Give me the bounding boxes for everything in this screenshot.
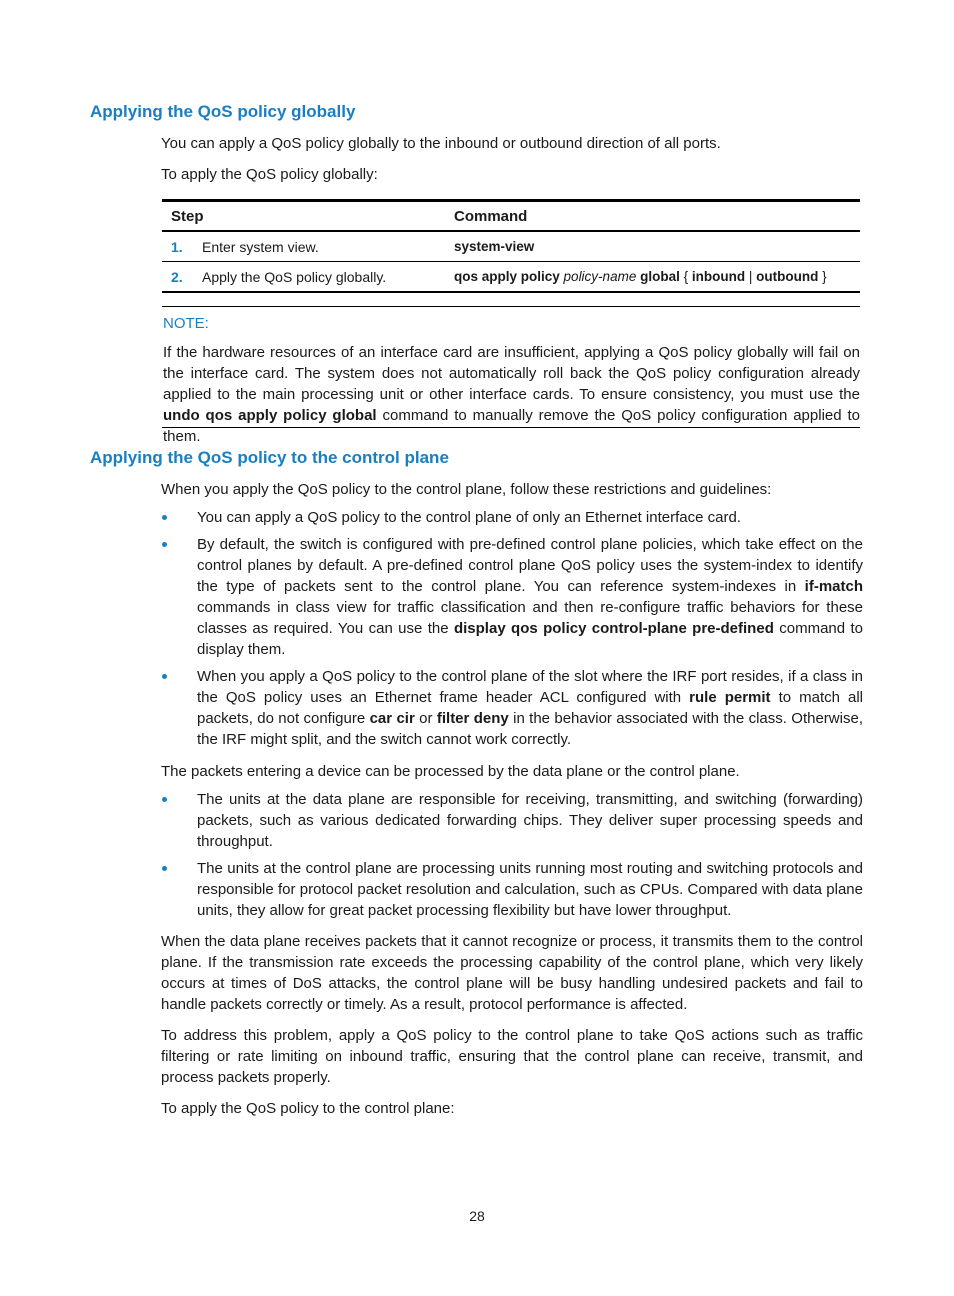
command-table — [162, 199, 860, 293]
step-text: Enter system view. — [202, 238, 319, 255]
paragraph-cp-intro: When you apply the QoS policy to the control plane, follow these restrictions and guidelines: — [161, 481, 772, 498]
note-text: If the hardware resources of an interface card are insufficient, applying a QoS policy globally will fail on the interface card. The system does not automatically roll back the QoS policy configuration already applied to the main processing unit or other interface cards. To ensure consistency, you must use the undo qos apply policy global command to manually remove the QoS policy configuration applied to them. — [163, 344, 860, 445]
step-text: Apply the QoS policy globally. — [202, 268, 387, 285]
paragraph-data-plane: When the data plane receives packets that it cannot recognize or process, it transmits them to the control plane. If the transmission rate exceeds the processing capability of the control plane, which very likely occurs at times of DoS attacks, the control plane will be busy handling undesired packets and fail to handle packets correctly or timely. As a result, protocol performance is affected. — [161, 933, 863, 1013]
cmd-keyword: global — [640, 269, 680, 284]
section-heading-global: Applying the QoS policy globally — [90, 102, 356, 121]
paragraph-global-intro: You can apply a QoS policy globally to the inbound or outbound direction of all ports. — [161, 135, 721, 152]
cmd-brace: } — [822, 269, 827, 284]
bullet-icon — [162, 797, 167, 802]
note-label: NOTE: — [163, 315, 209, 332]
page-number: 28 — [469, 1208, 485, 1224]
paragraph-planes: The packets entering a device can be processed by the data plane or the control plane. — [161, 763, 740, 780]
planes-list — [161, 789, 863, 927]
list-item: You can apply a QoS policy to the control plane of only an Ethernet interface card. — [161, 507, 863, 528]
step-cell — [162, 239, 454, 255]
list-item: The units at the control plane are processing units running most routing and switching protocols and responsible for protocol packet resolution and calculation, such as CPUs. Compared with data plane units, they allow for great packet processing flexibility but have lower throughput. — [161, 858, 863, 921]
list-item: By default, the switch is configured with pre-defined control plane policies, which take effect on the control planes by default. A pre-defined control plane QoS policy uses the system-index to identify the type of packets sent to the control plane. You can reference system-indexes in if-match commands in class view for traffic classification and then re-configure traffic behaviors for these classes as required. You can use the display qos policy control-plane pre-defined command to display them. — [161, 534, 863, 660]
guidelines-list — [161, 507, 863, 756]
bullet-icon — [162, 542, 167, 547]
paragraph-cp-lead: To apply the QoS policy to the control plane: — [161, 1100, 455, 1117]
paragraph-address-problem: To address this problem, apply a QoS policy to the control plane to take QoS actions such as traffic filtering or rate limiting on inbound traffic, ensuring that the control plane can receive, transmit, and process packets properly. — [161, 1027, 863, 1086]
cmd-separator: | — [748, 269, 753, 284]
cmd-keyword: qos apply policy — [454, 269, 560, 284]
bullet-icon — [162, 515, 167, 520]
cmd-brace: { — [683, 269, 689, 284]
bullet-icon — [162, 674, 167, 679]
cmd-argument: policy-name — [563, 269, 637, 284]
header-step: Step — [171, 207, 204, 225]
cmd-keyword: inbound — [691, 269, 746, 284]
header-command: Command — [454, 207, 528, 225]
bullet-icon — [162, 866, 167, 871]
command-cell — [454, 269, 860, 284]
list-item: The units at the data plane are responsible for receiving, transmitting, and switching (forwarding) packets, such as various dedicated forwarding chips. They deliver super processing speeds and throughput. — [161, 789, 863, 852]
note-top-rule — [162, 306, 860, 307]
table-row — [162, 262, 860, 291]
cmd-keyword: outbound — [756, 269, 819, 284]
section-heading-control-plane: Applying the QoS policy to the control plane — [90, 448, 449, 467]
command-cell: system-view — [454, 239, 535, 254]
paragraph-global-lead: To apply the QoS policy globally: — [161, 166, 378, 183]
list-item: When you apply a QoS policy to the control plane of the slot where the IRF port resides, if a class in the QoS policy uses an Ethernet frame header ACL configured with rule permit to match all packets, do not configure car cir or filter deny in the behavior associated with the class. Otherwise, the IRF might split, and the switch cannot work correctly. — [161, 666, 863, 750]
note-bottom-rule — [162, 427, 860, 428]
step-number: 1. — [171, 238, 183, 255]
table-row — [162, 232, 860, 262]
step-cell — [162, 269, 454, 285]
step-number: 2. — [171, 268, 183, 285]
table-header-row — [162, 202, 860, 232]
